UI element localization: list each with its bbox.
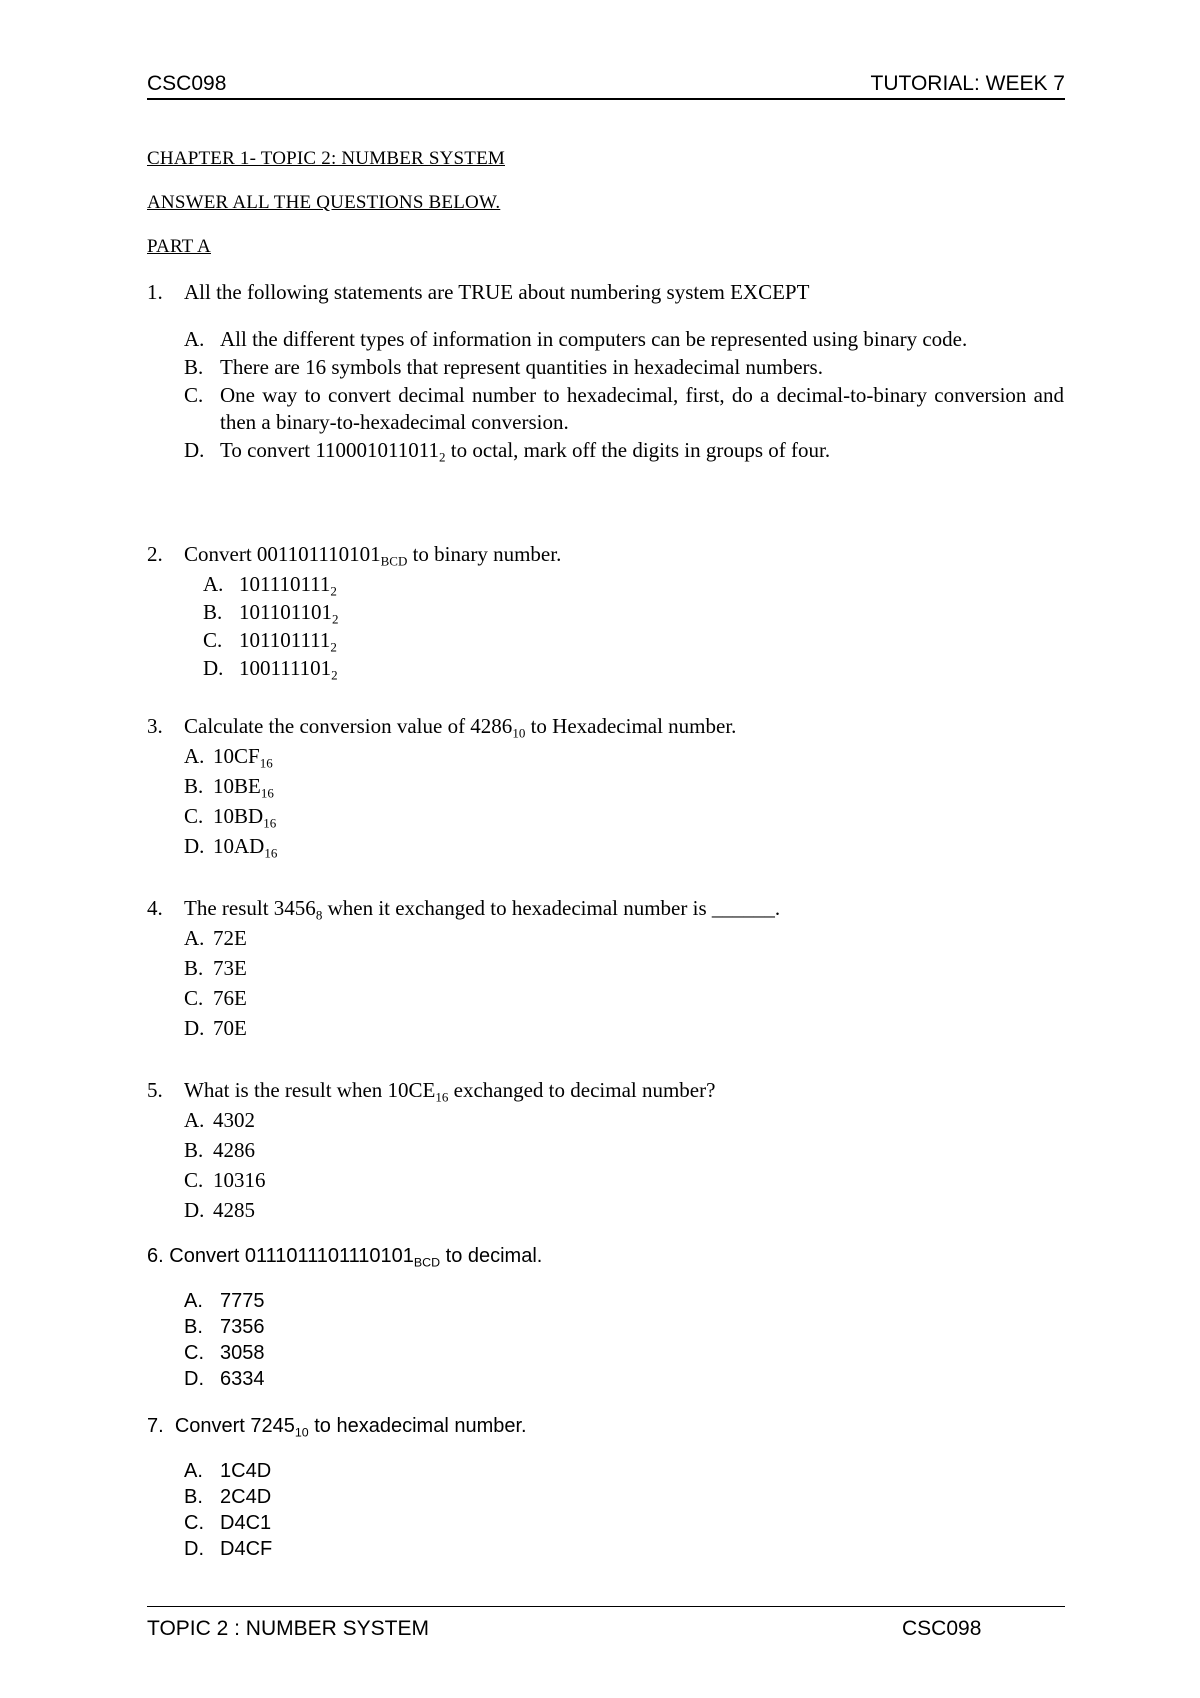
option-d: D. $100111101_2$ <box>203 656 338 683</box>
option-c: C. 3058 <box>184 1342 265 1364</box>
option-c: C. D4C1 <box>184 1512 272 1534</box>
question-text: Calculate the conversion value of $4286_{10}$ to Hexadecimal number. <box>184 714 737 741</box>
instruction-text: ANSWER ALL THE QUESTIONS BELOW. <box>147 192 501 213</box>
option-b: B. 73E <box>184 956 247 980</box>
option-letter: D. <box>184 438 205 462</box>
option-a: A. 1C4D <box>184 1460 272 1482</box>
question-number: 3. <box>147 714 163 738</box>
question-text: What is the result when $10CE_{16}$ exchanged to decimal number? <box>184 1078 716 1105</box>
header-course-code: CSC098 <box>147 72 227 95</box>
option-text: All the different types of information in computers can be represented using binary code. <box>220 327 968 351</box>
option-b: B. $101101101_2$ <box>203 600 339 627</box>
question-text: 7. Convert $7245_{10}$ to hexadecimal number. <box>147 1415 527 1440</box>
header-tutorial-week: TUTORIAL: WEEK 7 <box>870 72 1065 95</box>
option-text: One way to convert decimal number to hexadecimal, first, do a decimal-to-binary conversion and then a binary-to-hexadecimal conversion. <box>220 383 1064 434</box>
option-a: A. $10CF_{16}$ <box>184 744 273 771</box>
option-letter: C. <box>184 383 204 407</box>
question-number: 5. <box>147 1078 163 1102</box>
option-d: D. 6334 <box>184 1368 265 1390</box>
option-a: A. 4302 <box>184 1108 255 1132</box>
option-c <box>184 382 1064 436</box>
answer-options <box>184 326 1064 464</box>
option-b <box>184 354 1064 381</box>
option-letter: B. <box>184 355 204 379</box>
option-c: C. $101101111_2$ <box>203 628 337 655</box>
question-text: The result $3456_8$ when it exchanged to hexadecimal number is ______. <box>184 896 781 923</box>
option-c: C. $10BD_{16}$ <box>184 804 277 831</box>
chapter-title: CHAPTER 1- TOPIC 2: NUMBER SYSTEM <box>147 148 505 169</box>
question-text: 6. Convert $0111011101110101_{BCD}$ to decimal. <box>147 1245 543 1270</box>
option-d: D. D4CF <box>184 1538 273 1560</box>
option-b: B. 4286 <box>184 1138 255 1162</box>
option-d <box>184 437 1064 464</box>
header-divider <box>147 98 1065 100</box>
option-c: C. 76E <box>184 986 247 1010</box>
question-text: Convert $001101110101_{BCD}$ to binary number. <box>184 542 562 569</box>
option-d: D. 4285 <box>184 1198 255 1222</box>
option-a: A. $101110111_2$ <box>203 572 337 599</box>
footer-topic: TOPIC 2 : NUMBER SYSTEM <box>147 1617 429 1640</box>
option-a: A. 7775 <box>184 1290 265 1312</box>
option-text: There are 16 symbols that represent quantities in hexadecimal numbers. <box>220 355 823 379</box>
part-label: PART A <box>147 236 211 257</box>
footer-divider <box>147 1606 1065 1607</box>
question-text: All the following statements are TRUE about numbering system EXCEPT <box>184 280 810 304</box>
footer-course-code: CSC098 <box>902 1617 982 1640</box>
option-text: To convert $110001011011_2$ to octal, mark off the digits in groups of four. <box>220 438 831 465</box>
option-letter: A. <box>184 327 205 351</box>
option-a: A. 72E <box>184 926 247 950</box>
option-b: B. 2C4D <box>184 1486 272 1508</box>
question-number: 1. <box>147 280 163 304</box>
option-d: D. 70E <box>184 1016 247 1040</box>
option-a <box>184 326 1064 353</box>
question-number: 4. <box>147 896 163 920</box>
question-number: 2. <box>147 542 163 566</box>
option-b: B. $10BE_{16}$ <box>184 774 274 801</box>
option-d: D. $10AD_{16}$ <box>184 834 278 861</box>
option-c: C. 10316 <box>184 1168 266 1192</box>
option-b: B. 7356 <box>184 1316 265 1338</box>
